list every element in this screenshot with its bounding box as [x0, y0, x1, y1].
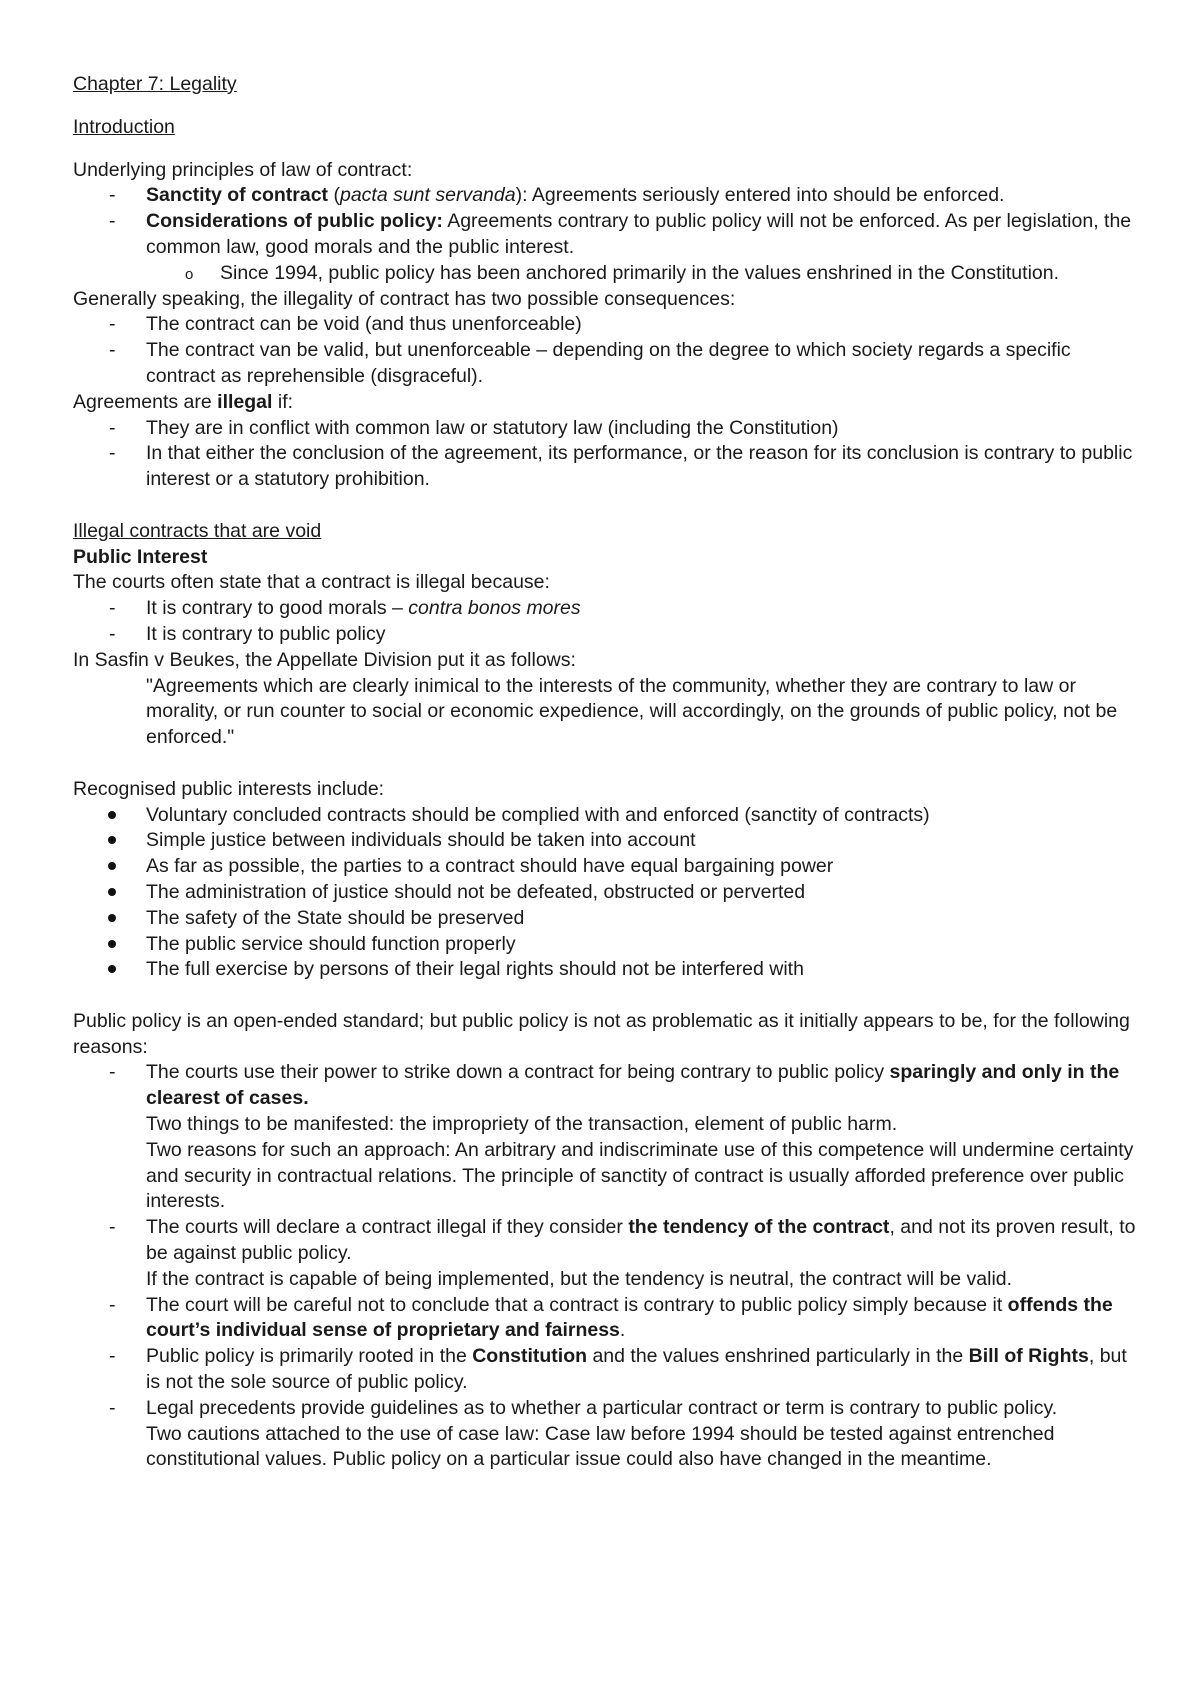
continuation-text: Two cautions attached to the use of case law: Case law before 1994 should be tested against entrenched constitutional values. Public policy on a particular issue could also have changed in the meantime.: [146, 1422, 1055, 1471]
dash-marker: -: [109, 1061, 116, 1084]
list-item: Voluntary concluded contracts should be complied with and enforced (sanctity of contracts): [73, 803, 1140, 829]
list-item: - The courts use their power to strike down a contract for being contrary to public policy sparingly and only in the clearest of cases.: [109, 1061, 1120, 1110]
sasfin-quote: "Agreements which are clearly inimical to the interests of the community, whether they are contrary to law or morality, or run counter to social or economic expedience, will accordingly, on the grounds of public policy, not be enforced.": [146, 674, 1118, 749]
bullet-marker: [108, 914, 116, 922]
list-item: - It is contrary to good morals – contra bonos mores: [73, 596, 1140, 622]
list-item: - Sanctity of contract (pacta sunt servanda): Agreements seriously entered into should be enforced.: [73, 183, 1140, 209]
void-section-heading: Illegal contracts that are void: [73, 519, 322, 542]
list-item: The public service should function properly: [73, 932, 1140, 958]
recognised-lead: Recognised public interests include:: [73, 777, 385, 800]
void-lead: The courts often state that a contract is illegal because:: [73, 571, 550, 594]
continuation-text: Two reasons for such an approach: An arbitrary and indiscriminate use of this competence will undermine certainty and security in contractual relations. The principle of sanctity of contract is usually afforded preference over public interests.: [146, 1138, 1134, 1213]
list-item: - Considerations of public policy: Agreements contrary to public policy will not be enforced. As per legislation, the common law, good morals and the public interest.: [109, 210, 1132, 258]
bullet-marker: [108, 888, 116, 896]
dash-marker: -: [109, 210, 116, 233]
dash-marker: -: [109, 1216, 116, 1239]
bullet-marker: [108, 836, 116, 844]
bullet-marker: [108, 811, 116, 819]
dash-marker: -: [109, 622, 116, 645]
dash-marker: -: [109, 416, 116, 439]
dash-marker: -: [109, 339, 116, 362]
dash-marker: -: [109, 184, 116, 207]
illegal-if-lead: Agreements are illegal if:: [73, 390, 294, 413]
list-item: Simple justice between individuals should be taken into account: [73, 828, 1140, 854]
dash-marker: -: [109, 1293, 116, 1316]
list-item: As far as possible, the parties to a contract should have equal bargaining power: [73, 854, 1140, 880]
principles-lead: Underlying principles of law of contract:: [73, 158, 413, 181]
chapter-title: Chapter 7: Legality: [73, 73, 237, 95]
consequences-lead: Generally speaking, the illegality of contract has two possible consequences:: [73, 287, 736, 310]
dash-marker: -: [109, 1345, 116, 1368]
list-item: - It is contrary to public policy: [73, 622, 1140, 648]
list-item: - The contract can be void (and thus unenforceable): [73, 312, 1140, 338]
bullet-marker: [108, 965, 116, 973]
list-item: - Public policy is primarily rooted in the Constitution and the values enshrined particularly in the Bill of Rights, but is not the sole source of public policy.: [109, 1345, 1127, 1394]
list-item: - They are in conflict with common law or statutory law (including the Constitution): [73, 416, 1140, 442]
list-item: The full exercise by persons of their legal rights should not be interfered with: [73, 957, 1140, 983]
list-item: - The courts will declare a contract illegal if they consider the tendency of the contract, and not its proven result, to be against public policy.: [109, 1216, 1136, 1265]
list-item: - The court will be careful not to conclude that a contract is contrary to public policy simply because it offends the court’s individual sense of proprietary and fairness.: [109, 1293, 1113, 1342]
bullet-marker: [108, 862, 116, 870]
dash-marker: -: [109, 1396, 116, 1419]
public-interest-subheading: Public Interest: [73, 545, 208, 568]
list-item: The administration of justice should not be defeated, obstructed or perverted: [73, 880, 1140, 906]
open-ended-lead: Public policy is an open-ended standard; but public policy is not as problematic as it initially appears to be, for the following reasons:: [73, 1009, 1130, 1058]
list-item: The safety of the State should be preserved: [73, 906, 1140, 932]
sub-list-item: o Since 1994, public policy has been anchored primarily in the values enshrined in the Constitution.: [73, 261, 1140, 287]
bullet-marker: [108, 940, 116, 948]
circle-marker: o: [185, 265, 194, 283]
dash-marker: -: [109, 442, 116, 465]
list-item: - Legal precedents provide guidelines as to whether a particular contract or term is contrary to public policy.: [73, 1396, 1140, 1422]
introduction-heading: Introduction: [73, 115, 175, 138]
list-item: - The contract van be valid, but unenforceable – depending on the degree to which society regards a specific contract as reprehensible (disgraceful).: [109, 339, 1071, 387]
dash-marker: -: [109, 597, 116, 620]
sasfin-lead: In Sasfin v Beukes, the Appellate Division put it as follows:: [73, 648, 576, 671]
list-item: - In that either the conclusion of the agreement, its performance, or the reason for its conclusion is contrary to public interest or a statutory prohibition.: [109, 442, 1133, 491]
dash-marker: -: [109, 313, 116, 336]
continuation-text: Two things to be manifested: the impropriety of the transaction, element of public harm.: [146, 1113, 898, 1136]
continuation-text: If the contract is capable of being implemented, but the tendency is neutral, the contract will be valid.: [146, 1267, 1013, 1290]
